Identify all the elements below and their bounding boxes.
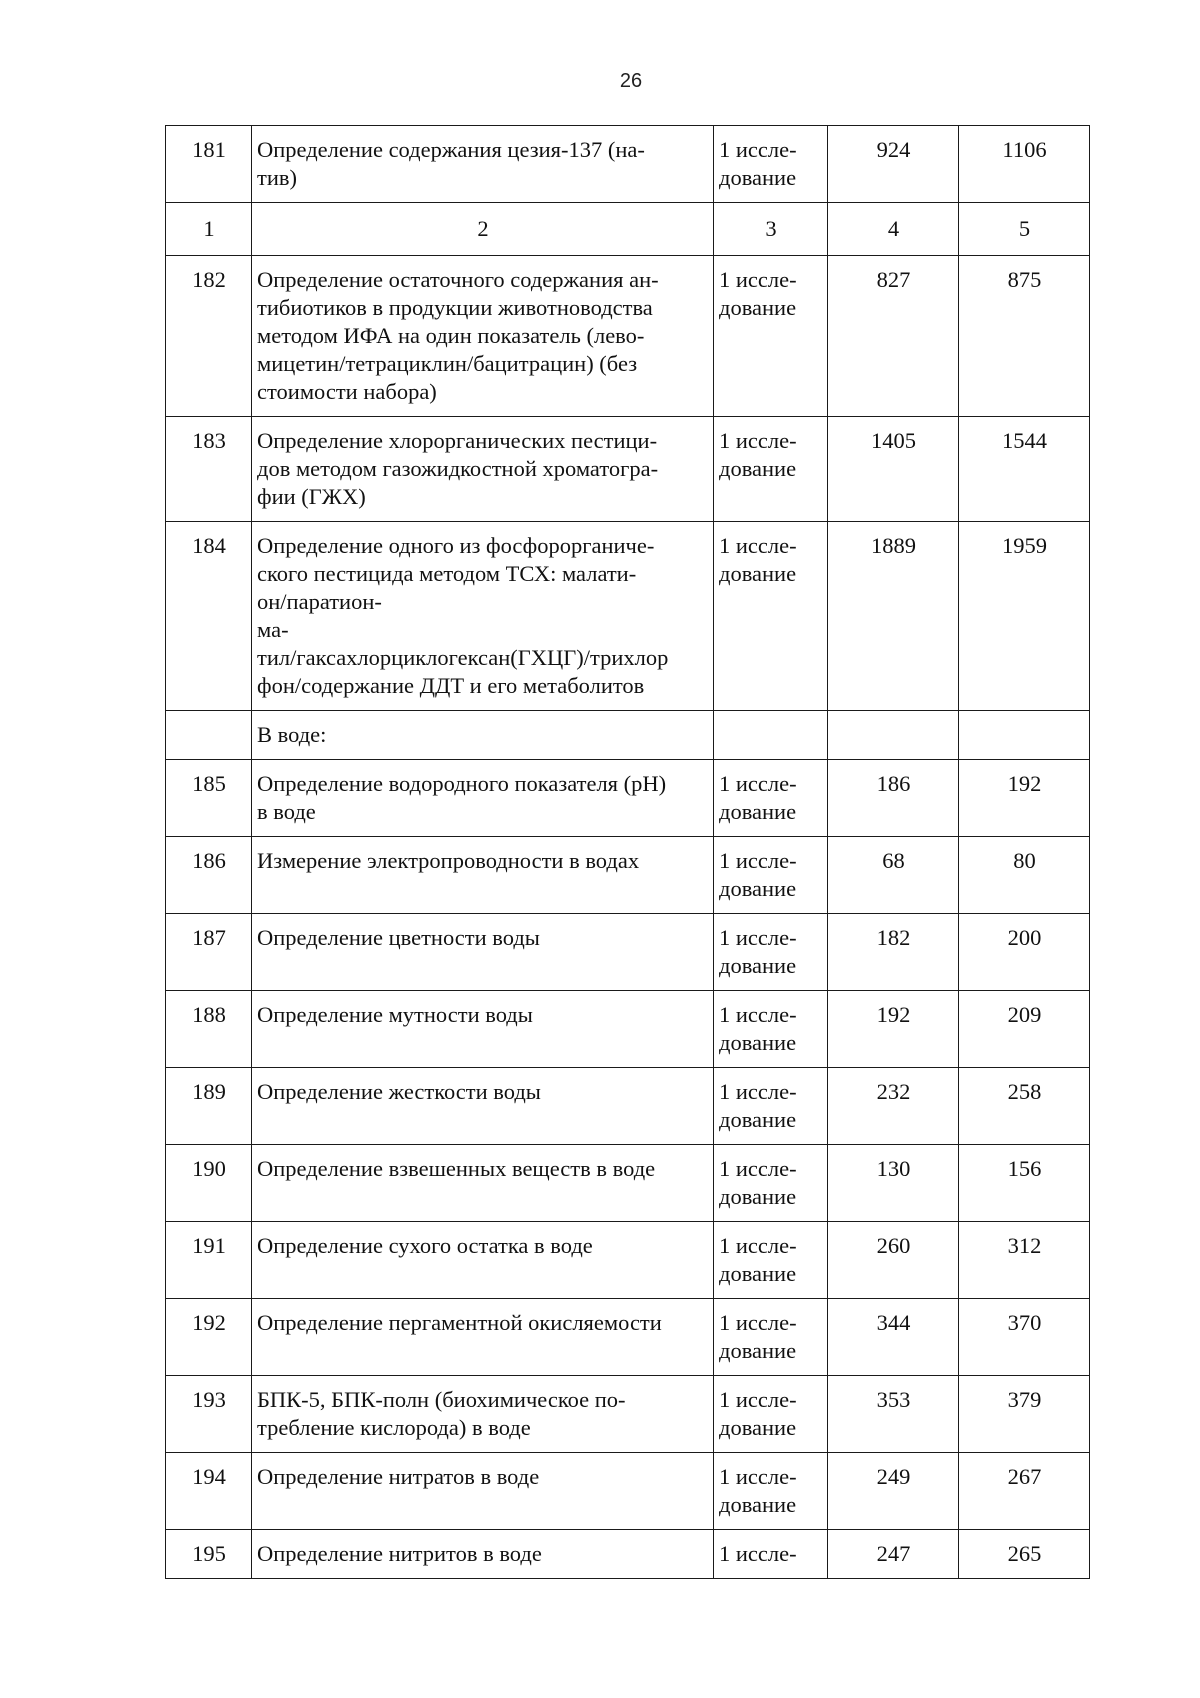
table-row (166, 522, 1090, 711)
price-1-cell: 1405 (828, 417, 959, 522)
unit-cell: 1 иссле- дование (714, 837, 828, 914)
row-number-cell: 191 (166, 1222, 252, 1299)
price-1-cell: 232 (828, 1068, 959, 1145)
service-name-cell: Определение нитритов в воде (252, 1530, 714, 1579)
unit-cell: 1 иссле- дование (714, 760, 828, 837)
service-name-cell: Определение взвешенных веществ в воде (252, 1145, 714, 1222)
column-number-cell: 4 (828, 203, 959, 256)
price-2-cell: 258 (959, 1068, 1090, 1145)
row-number-cell: 190 (166, 1145, 252, 1222)
table-row (166, 914, 1090, 991)
price-table (165, 125, 1090, 1579)
service-name-cell: Определение водородного показателя (рН) в воде (252, 760, 714, 837)
price-2-cell: 200 (959, 914, 1090, 991)
service-name-cell: Определение одного из фосфорорганиче- ского пестицида методом ТСХ: малати- он/паратион- ма- тил/гаксахлорциклогексан(ГХЦГ)/трихлор фон/содержание ДДТ и его метаболитов (252, 522, 714, 711)
unit-cell: 1 иссле- дование (714, 1453, 828, 1530)
unit-cell: 1 иссле- дование (714, 1068, 828, 1145)
price-2-cell: 370 (959, 1299, 1090, 1376)
unit-cell: 1 иссле- дование (714, 914, 828, 991)
row-number-cell: 185 (166, 760, 252, 837)
price-1-cell: 827 (828, 256, 959, 417)
unit-cell: 1 иссле- (714, 1530, 828, 1579)
price-1-cell: 68 (828, 837, 959, 914)
price-1-cell: 130 (828, 1145, 959, 1222)
service-name-cell: БПК-5, БПК-полн (биохимическое по- требление кислорода) в воде (252, 1376, 714, 1453)
service-name-cell: Определение остаточного содержания ан- тибиотиков в продукции животноводства методом ИФА на один показатель (лево- мицетин/тетрациклин/бацитрацин) (без стоимости набора) (252, 256, 714, 417)
service-name-cell: Определение сухого остатка в воде (252, 1222, 714, 1299)
row-number-cell: 188 (166, 991, 252, 1068)
unit-cell: 1 иссле- дование (714, 417, 828, 522)
unit-cell: 1 иссле- дование (714, 1222, 828, 1299)
table-row (166, 837, 1090, 914)
table-row (166, 1222, 1090, 1299)
price-1-cell (828, 711, 959, 760)
row-number-cell: 184 (166, 522, 252, 711)
table-row (166, 1145, 1090, 1222)
table-row (166, 1299, 1090, 1376)
service-name-cell: Определение хлорорганических пестици- дов методом газожидкостной хроматогра- фии (ГЖХ) (252, 417, 714, 522)
price-1-cell: 344 (828, 1299, 959, 1376)
column-number-cell: 3 (714, 203, 828, 256)
service-name-cell: Определение жесткости воды (252, 1068, 714, 1145)
row-number-cell: 187 (166, 914, 252, 991)
price-1-cell: 249 (828, 1453, 959, 1530)
unit-cell: 1 иссле- дование (714, 1145, 828, 1222)
service-name-cell: Определение содержания цезия-137 (на- тив) (252, 126, 714, 203)
table-row (166, 760, 1090, 837)
unit-cell: 1 иссле- дование (714, 522, 828, 711)
price-2-cell: 875 (959, 256, 1090, 417)
row-number-cell: 192 (166, 1299, 252, 1376)
unit-cell: 1 иссле- дование (714, 1299, 828, 1376)
row-number-cell: 182 (166, 256, 252, 417)
price-2-cell: 265 (959, 1530, 1090, 1579)
price-1-cell: 247 (828, 1530, 959, 1579)
table-row (166, 1068, 1090, 1145)
price-1-cell: 186 (828, 760, 959, 837)
price-1-cell: 1889 (828, 522, 959, 711)
row-number-cell: 186 (166, 837, 252, 914)
table-body (166, 126, 1090, 1579)
price-2-cell: 1106 (959, 126, 1090, 203)
unit-cell: 1 иссле- дование (714, 256, 828, 417)
price-1-cell: 353 (828, 1376, 959, 1453)
service-name-cell: Измерение электропроводности в водах (252, 837, 714, 914)
service-name-cell: Определение нитратов в воде (252, 1453, 714, 1530)
price-1-cell: 260 (828, 1222, 959, 1299)
service-name-cell: Определение мутности воды (252, 991, 714, 1068)
row-number-cell: 183 (166, 417, 252, 522)
service-name-cell: Определение пергаментной окисляемости (252, 1299, 714, 1376)
price-2-cell: 379 (959, 1376, 1090, 1453)
price-2-cell (959, 711, 1090, 760)
service-name-cell: В воде: (252, 711, 714, 760)
unit-cell (714, 711, 828, 760)
row-number-cell (166, 711, 252, 760)
price-2-cell: 192 (959, 760, 1090, 837)
table-row (166, 1453, 1090, 1530)
row-number-cell: 193 (166, 1376, 252, 1453)
row-number-cell: 181 (166, 126, 252, 203)
column-number-cell: 5 (959, 203, 1090, 256)
table-row (166, 711, 1090, 760)
page-number: 26 (619, 70, 643, 92)
row-number-cell: 189 (166, 1068, 252, 1145)
price-2-cell: 80 (959, 837, 1090, 914)
price-2-cell: 209 (959, 991, 1090, 1068)
price-1-cell: 182 (828, 914, 959, 991)
unit-cell: 1 иссле- дование (714, 991, 828, 1068)
table-row (166, 1530, 1090, 1579)
unit-cell: 1 иссле- дование (714, 1376, 828, 1453)
column-number-cell: 2 (252, 203, 714, 256)
price-2-cell: 156 (959, 1145, 1090, 1222)
column-numbers-row (166, 203, 1090, 256)
price-2-cell: 312 (959, 1222, 1090, 1299)
price-2-cell: 1959 (959, 522, 1090, 711)
service-name-cell: Определение цветности воды (252, 914, 714, 991)
price-1-cell: 192 (828, 991, 959, 1068)
row-number-cell: 195 (166, 1530, 252, 1579)
row-number-cell: 194 (166, 1453, 252, 1530)
price-2-cell: 1544 (959, 417, 1090, 522)
table-row (166, 126, 1090, 203)
table-row (166, 991, 1090, 1068)
price-2-cell: 267 (959, 1453, 1090, 1530)
table-row (166, 417, 1090, 522)
unit-cell: 1 иссле- дование (714, 126, 828, 203)
price-1-cell: 924 (828, 126, 959, 203)
table-row (166, 256, 1090, 417)
table-row (166, 1376, 1090, 1453)
column-number-cell: 1 (166, 203, 252, 256)
